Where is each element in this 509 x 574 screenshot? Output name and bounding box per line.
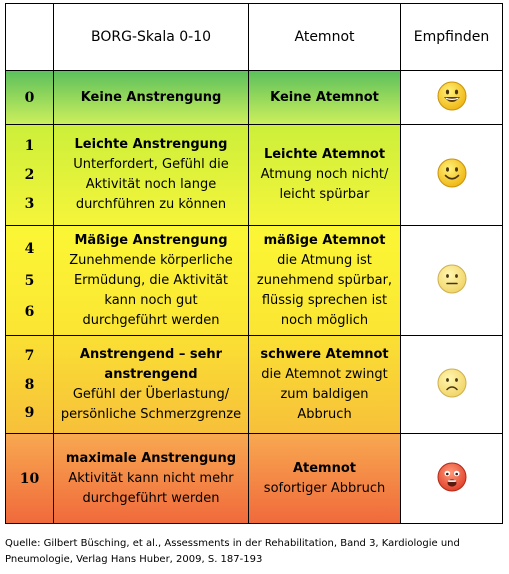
breath-description-line: noch möglich [280, 312, 369, 328]
empfinden-cell [401, 434, 503, 524]
smiling-face-icon [437, 158, 467, 192]
empfinden-cell [401, 71, 503, 125]
effort-description-line: durchgeführt werden [82, 490, 220, 506]
effort-description-line: durchgeführt werden [82, 312, 220, 328]
effort-title: maximale Anstrengung [65, 450, 237, 466]
breath-cell [249, 125, 401, 226]
header-borg-label: BORG-Skala 0-10 [90, 29, 212, 45]
header-borg-cell [54, 3, 249, 71]
empfinden-cell [401, 226, 503, 336]
level-number: 4 [24, 241, 35, 258]
effort-title: Leichte Anstrengung [74, 137, 228, 152]
header-level-cell [5, 3, 54, 71]
effort-description-line: Zunehmende körperliche [69, 252, 233, 268]
frowning-face-icon [437, 368, 467, 402]
level-number: 6 [24, 303, 35, 320]
level-cell [5, 71, 54, 125]
breath-description-line: leicht spürbar [279, 187, 370, 202]
borg-scale-table [5, 3, 503, 524]
effort-cell [54, 336, 249, 434]
effort-description-line: durchführen zu können [75, 197, 227, 212]
breath-title: schwere Atemnot [260, 346, 389, 362]
breath-title: Leichte Atemnot [263, 147, 386, 162]
level-cell [5, 336, 54, 434]
level-number: 0 [24, 89, 35, 106]
effort-cell [54, 125, 249, 226]
effort-title: Keine Anstrengung [80, 89, 222, 105]
level-number: 10 [19, 470, 40, 487]
level-number: 1 [24, 138, 35, 154]
effort-description-line: Aktivität kann nicht mehr [68, 470, 234, 486]
level-number: 2 [24, 167, 35, 183]
header-empfinden-cell [401, 3, 503, 71]
effort-title: Anstrengend – sehr anstrengend [79, 346, 223, 382]
level-number: 3 [24, 196, 35, 212]
breath-title: mäßige Atemnot [263, 232, 386, 248]
level-number: 5 [24, 272, 35, 289]
breath-title: Atemnot [292, 460, 357, 476]
breath-description-line: Abbruch [297, 406, 352, 422]
breath-cell [249, 336, 401, 434]
effort-description-line: kann noch gut [104, 292, 198, 308]
breath-description-line: zum baldigen [280, 386, 369, 402]
level-number: 9 [24, 404, 35, 421]
grinning-face-icon [437, 81, 467, 115]
effort-title: Mäßige Anstrengung [74, 232, 228, 248]
header-atemnot-label: Atemnot [294, 29, 355, 45]
level-cell [5, 434, 54, 524]
breath-description-line: sofortiger Abbruch [263, 480, 386, 496]
breath-description-line: Atmung noch nicht/ [260, 167, 389, 182]
breath-title: Keine Atemnot [270, 89, 379, 105]
empfinden-cell [401, 336, 503, 434]
effort-description-line: Ermüdung, die Aktivität [73, 272, 229, 288]
level-number: 8 [24, 376, 35, 393]
level-cell [5, 125, 54, 226]
breath-description-line: die Atemnot zwingt [261, 366, 388, 382]
breath-description-line: zunehmend spürbar, [256, 272, 393, 288]
source-line-2: Pneumologie, Verlag Hans Huber, 2009, S. 187-193 [5, 554, 263, 565]
level-number: 7 [24, 348, 35, 365]
breath-cell [249, 434, 401, 524]
source-citation [5, 536, 460, 568]
distressed-face-icon [437, 462, 467, 496]
header-atemnot-cell [249, 3, 401, 71]
source-line-1: Quelle: Gilbert Büsching, et al., Assessments in der Rehabilitation, Band 3, Kardiologie und [5, 538, 460, 549]
empfinden-cell [401, 125, 503, 226]
breath-description-line: die Atmung ist [277, 252, 372, 268]
effort-cell [54, 226, 249, 336]
breath-description-line: flüssig sprechen ist [261, 292, 388, 308]
effort-description-line: Unterfordert, Gefühl die [73, 157, 229, 172]
effort-cell [54, 434, 249, 524]
effort-description-line: Gefühl der Überlastung/ [72, 386, 230, 402]
effort-description-line: Aktivität noch lange [85, 177, 217, 192]
effort-description-line: persönliche Schmerzgrenze [60, 406, 242, 422]
breath-cell [249, 226, 401, 336]
breath-cell [249, 71, 401, 125]
level-cell [5, 226, 54, 336]
header-empfinden-label: Empfinden [413, 29, 490, 45]
effort-cell [54, 71, 249, 125]
neutral-face-icon [437, 264, 467, 298]
